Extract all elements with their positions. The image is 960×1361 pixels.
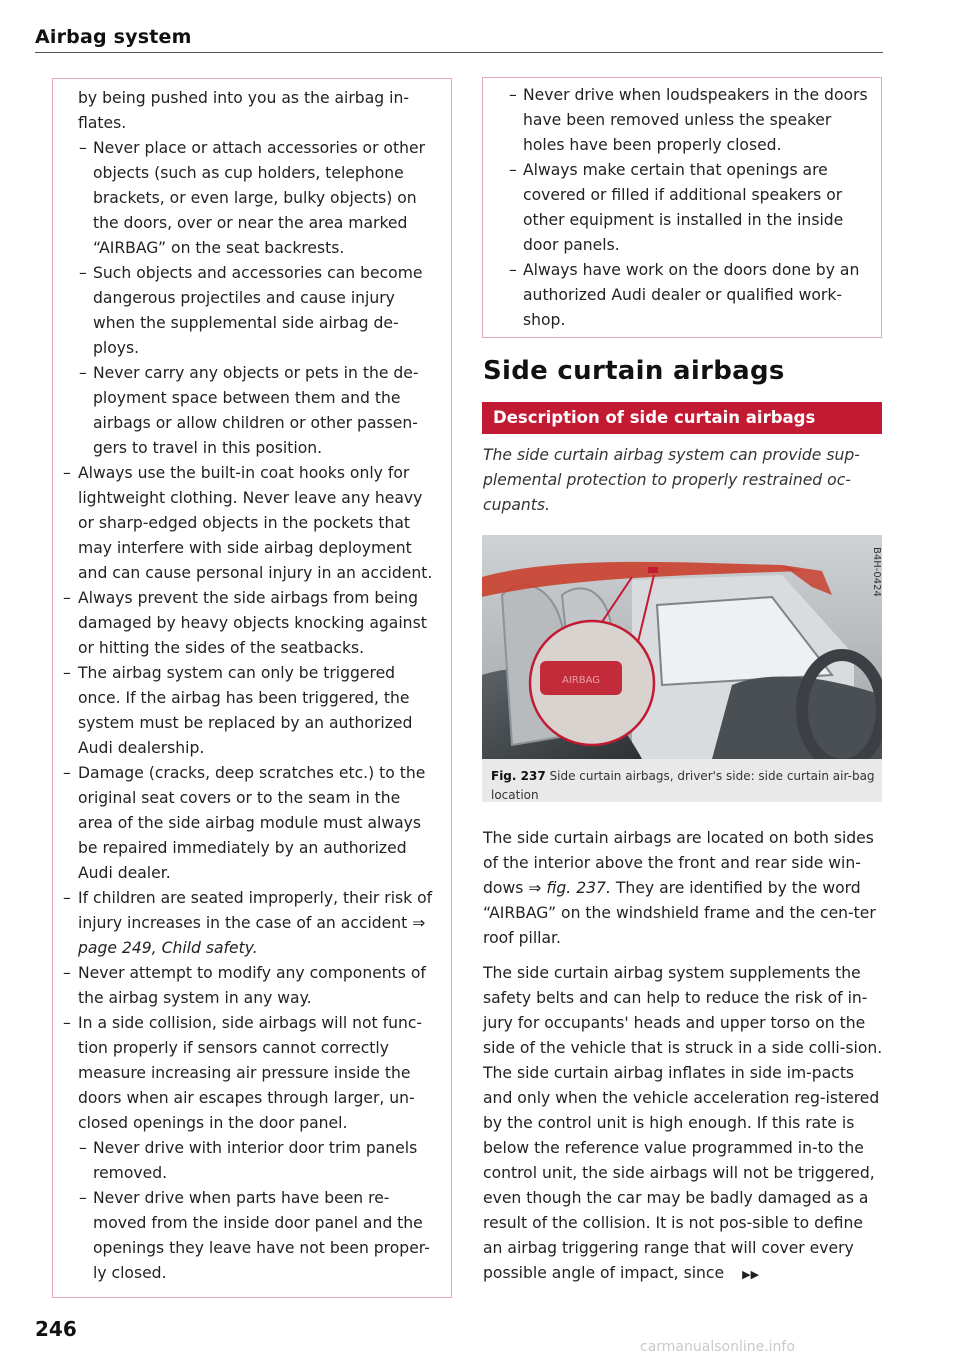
continue-arrow-icon: ▶▶ (742, 1268, 760, 1281)
section-heading: Side curtain airbags (483, 356, 785, 386)
warning-item (53, 261, 439, 361)
warning-item-text: The airbag system can only be triggered once. If the airbag has been triggered, the system must be replaced by an authorized Audi dealership. (78, 664, 413, 757)
warning-box-left (52, 78, 452, 1298)
warning-item-text: Never drive when parts have been re-moved from the inside door panel and the openings they leave have not been proper-ly closed. (93, 1189, 430, 1282)
bullet-dash: – (79, 139, 87, 157)
warning-list-left (53, 79, 451, 1286)
watermark: carmanualsonline.info (640, 1339, 795, 1355)
warning-item (53, 1011, 439, 1136)
body-paragraph-1 (483, 826, 883, 951)
warning-list-right (483, 78, 881, 333)
warning-item-text: In a side collision, side airbags will not func-tion properly if sensors cannot correctly measure increasing air pressure inside the doors when air escapes through larger, un-closed openings in the door panel. (78, 1014, 423, 1132)
bullet-dash: – (79, 264, 87, 282)
bullet-dash: – (509, 261, 517, 279)
bullet-dash: – (63, 764, 71, 782)
figure-caption (491, 767, 876, 805)
warning-item (53, 586, 439, 661)
warning-item (53, 886, 439, 961)
bullet-dash: – (63, 1014, 71, 1032)
warning-item-text: Never carry any objects or pets in the de-ployment space between them and the airbags or allow children or other passen-gers to travel in this position. (93, 364, 419, 457)
warning-item-text: Always make certain that openings are covered or filled if additional speakers or other equipment is installed in the inside door panels. (523, 161, 844, 254)
warning-item-text: Always have work on the doors done by an authorized Audi dealer or qualified work-shop. (523, 261, 860, 329)
p1-text: The side curtain airbags are located on both sides of the interior above the front and rear side win-dows (483, 829, 874, 897)
warning-item (53, 1136, 439, 1186)
warning-item-text: Always prevent the side airbags from being damaged by heavy objects knocking against or hitting the sides of the seatbacks. (78, 589, 427, 657)
warning-item (53, 361, 439, 461)
bullet-dash: – (79, 364, 87, 382)
bullet-dash: – (63, 589, 71, 607)
p2-text: The side curtain airbag system supplements the safety belts and can help to reduce the risk of in-jury for occupants' heads and upper torso on the side of the vehicle that is struck in a side colli-sion. The side curtain airbag inflates in side im-pacts and only when the vehicle acceleration reg-istered by the control unit is high enough. If this rate is below the reference value programmed in-to the control unit, the side airbags will not be triggered, even though the car may be badly damaged as a result of the collision. It is not pos-sible to define an airbag triggering range that will cover every possible angle of impact, since (483, 964, 883, 1282)
figure-number: Fig. 237 (491, 769, 546, 783)
warning-item (53, 136, 439, 261)
figure-image-code: B4H-0424 (871, 547, 882, 597)
warning-item (53, 761, 439, 886)
page-header-title: Airbag system (35, 26, 192, 48)
figure-237 (482, 535, 882, 802)
figure-caption-text: Side curtain airbags, driver's side: side curtain air-bag location (491, 769, 875, 802)
page-number: 246 (35, 1317, 77, 1341)
warning-item-text: Never place or attach accessories or other objects (such as cup holders, telephone brackets, or even large, bulky objects) on the doors, over or near the area marked “AIRBAG” on the seat backrests. (93, 139, 425, 257)
intro-text: The side curtain airbag system can provide sup-plemental protection to properly restrained oc-cupants. (483, 446, 860, 514)
bullet-dash: – (63, 964, 71, 982)
warning-item (53, 661, 439, 761)
bullet-dash: – (509, 86, 517, 104)
subsection-banner: Description of side curtain airbags (482, 402, 882, 434)
warning-box-right (482, 77, 882, 338)
warning-item (53, 961, 439, 1011)
bullet-dash: – (63, 664, 71, 682)
warning-item (53, 1186, 439, 1286)
body-paragraph-2 (483, 961, 883, 1287)
warning-item-text: If children are seated improperly, their risk of injury increases in the case of an accident (78, 889, 433, 932)
warning-item (483, 258, 869, 333)
header-divider (35, 52, 883, 53)
bullet-dash: – (63, 464, 71, 482)
p1-rest: They are identified by the word “AIRBAG” on the windshield frame and the cen-ter roof pillar. (483, 879, 876, 947)
warning-item (483, 158, 869, 258)
warning-item (483, 83, 869, 158)
figure-reference-link[interactable]: ⇒ fig. 237. (528, 879, 611, 897)
bullet-dash: – (509, 161, 517, 179)
warning-item-text: Never drive with interior door trim panels removed. (93, 1139, 418, 1182)
bullet-dash: – (79, 1139, 87, 1157)
car-interior-illustration (482, 535, 882, 759)
warning-item-text: Always use the built-in coat hooks only for lightweight clothing. Never leave any heavy or sharp-edged objects in the pockets that may interfere with side airbag deployment and can cause personal injury in an accident. (78, 464, 433, 582)
warning-item-text: Never drive when loudspeakers in the doors have been removed unless the speaker holes have been properly closed. (523, 86, 868, 154)
bullet-dash: – (63, 889, 71, 907)
page-reference-link[interactable]: ⇒ page 249, Child safety. (78, 914, 426, 957)
warning-item-text: Never attempt to modify any components of the airbag system in any way. (78, 964, 426, 1007)
bullet-dash: – (79, 1189, 87, 1207)
warning-item (53, 461, 439, 586)
warning-item-text: Damage (cracks, deep scratches etc.) to the original seat covers or to the seam in the area of the side airbag module must always be repaired immediately by an authorized Audi dealer. (78, 764, 426, 882)
airbag-label-text: AIRBAG (561, 675, 601, 686)
warning-item-text: by being pushed into you as the airbag in-flates. (78, 89, 409, 132)
warning-item-text: Such objects and accessories can become dangerous projectiles and cause injury when the supplemental side airbag de-ploys. (93, 264, 423, 357)
warning-item (53, 86, 439, 136)
